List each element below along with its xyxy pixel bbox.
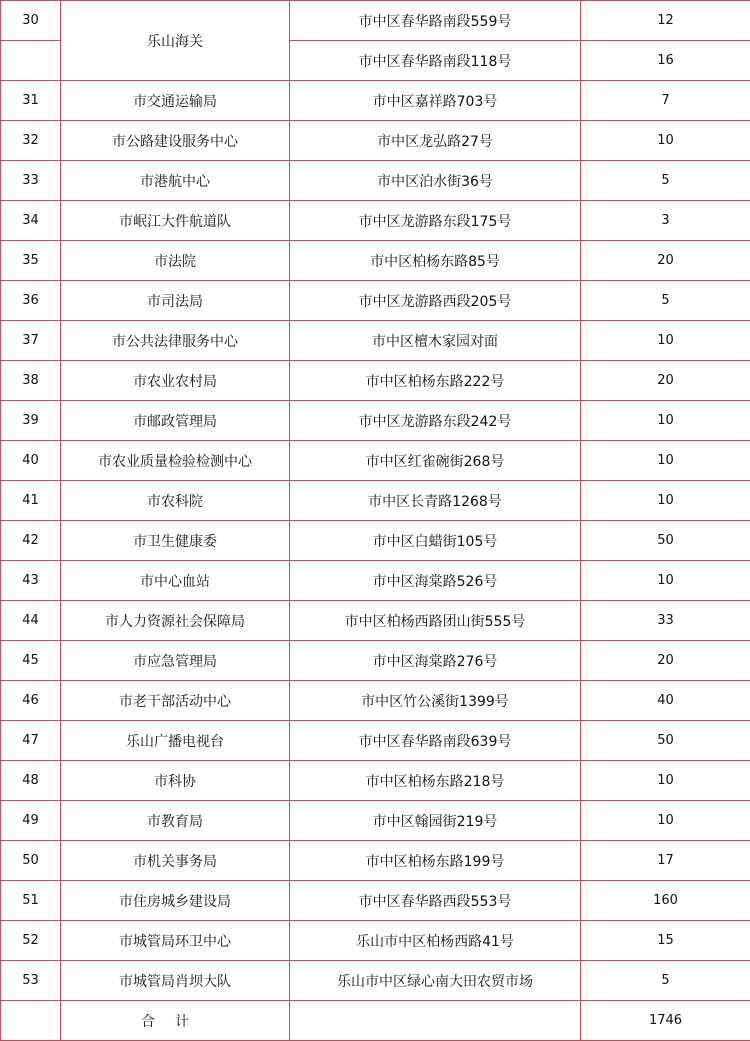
- count: 10: [581, 441, 750, 481]
- row-number: 49: [1, 801, 61, 841]
- count: 40: [581, 681, 750, 721]
- table-row: [1, 401, 750, 441]
- count: 20: [581, 241, 750, 281]
- table-row: [1, 481, 750, 521]
- table-row: [1, 601, 750, 641]
- row-number: 53: [1, 961, 61, 1001]
- table-row: [1, 241, 750, 281]
- row-number: 40: [1, 441, 61, 481]
- unit-name: 乐山海关: [61, 1, 290, 81]
- count: 5: [581, 161, 750, 201]
- table-row: [1, 921, 750, 961]
- unit-name: 市农业农村局: [61, 361, 290, 401]
- address: 市中区长青路1268号: [290, 481, 581, 521]
- table-row: [1, 561, 750, 601]
- row-number: 43: [1, 561, 61, 601]
- unit-name: 市人力资源社会保障局: [61, 601, 290, 641]
- address: 市中区翰园街219号: [290, 801, 581, 841]
- count: 5: [581, 281, 750, 321]
- address: 市中区白蜡街105号: [290, 521, 581, 561]
- table-row: [1, 881, 750, 921]
- row-number: 33: [1, 161, 61, 201]
- row-number-empty: [1, 41, 61, 81]
- unit-name: 市教育局: [61, 801, 290, 841]
- row-number: 31: [1, 81, 61, 121]
- address: 市中区龙游路东段175号: [290, 201, 581, 241]
- table-row: [1, 841, 750, 881]
- table-row: [1, 121, 750, 161]
- address: 市中区海棠路526号: [290, 561, 581, 601]
- row-number: 44: [1, 601, 61, 641]
- table-row: [1, 1, 750, 41]
- row-number: 45: [1, 641, 61, 681]
- count: 16: [581, 41, 750, 81]
- row-number: 52: [1, 921, 61, 961]
- count: 50: [581, 521, 750, 561]
- unit-name: 市城管局环卫中心: [61, 921, 290, 961]
- unit-name: 市司法局: [61, 281, 290, 321]
- unit-name: 市城管局肖坝大队: [61, 961, 290, 1001]
- address: 市中区柏杨东路222号: [290, 361, 581, 401]
- row-number: 35: [1, 241, 61, 281]
- count: 20: [581, 361, 750, 401]
- address: 市中区柏杨东路218号: [290, 761, 581, 801]
- count: 20: [581, 641, 750, 681]
- address: 市中区泊水街36号: [290, 161, 581, 201]
- table-row: [1, 801, 750, 841]
- row-number: 34: [1, 201, 61, 241]
- count: 17: [581, 841, 750, 881]
- address: 市中区柏杨东路85号: [290, 241, 581, 281]
- table-row: [1, 161, 750, 201]
- table-row: [1, 721, 750, 761]
- address: 乐山市中区柏杨西路41号: [290, 921, 581, 961]
- row-number: 51: [1, 881, 61, 921]
- row-number: 32: [1, 121, 61, 161]
- address: 市中区春华路南段559号: [290, 1, 581, 41]
- address: 市中区嘉祥路703号: [290, 81, 581, 121]
- address: 市中区春华路西段553号: [290, 881, 581, 921]
- row-number: 46: [1, 681, 61, 721]
- address: 市中区春华路南段639号: [290, 721, 581, 761]
- row-number: 36: [1, 281, 61, 321]
- unit-name: 乐山广播电视台: [61, 721, 290, 761]
- count: 10: [581, 121, 750, 161]
- unit-name: 市公共法律服务中心: [61, 321, 290, 361]
- count: 12: [581, 1, 750, 41]
- count: 10: [581, 761, 750, 801]
- address: 市中区龙游路东段242号: [290, 401, 581, 441]
- count: 33: [581, 601, 750, 641]
- count: 10: [581, 801, 750, 841]
- count: 50: [581, 721, 750, 761]
- table-row: [1, 321, 750, 361]
- row-number: 42: [1, 521, 61, 561]
- table-row: [1, 641, 750, 681]
- count: 5: [581, 961, 750, 1001]
- address: 市中区竹公溪街1399号: [290, 681, 581, 721]
- row-number: 41: [1, 481, 61, 521]
- table-row: [1, 761, 750, 801]
- count: 15: [581, 921, 750, 961]
- address: 市中区龙弘路27号: [290, 121, 581, 161]
- count: 3: [581, 201, 750, 241]
- address: 市中区海棠路276号: [290, 641, 581, 681]
- unit-name: 市卫生健康委: [61, 521, 290, 561]
- count: 10: [581, 321, 750, 361]
- unit-name: 市农业质量检验检测中心: [61, 441, 290, 481]
- table-body: [1, 1, 750, 1041]
- count: 7: [581, 81, 750, 121]
- address: 市中区柏杨西路团山街555号: [290, 601, 581, 641]
- table-row: [1, 521, 750, 561]
- total-count: 1746: [581, 1001, 750, 1041]
- total-address-empty: [290, 1001, 581, 1041]
- total-row: [1, 1001, 750, 1041]
- table-row: [1, 961, 750, 1001]
- count: 10: [581, 561, 750, 601]
- unit-name: 市法院: [61, 241, 290, 281]
- unit-name: 市老干部活动中心: [61, 681, 290, 721]
- address: 市中区龙游路西段205号: [290, 281, 581, 321]
- unit-name: 市住房城乡建设局: [61, 881, 290, 921]
- address: 市中区红雀碗街268号: [290, 441, 581, 481]
- table-row: [1, 361, 750, 401]
- total-label: 合计: [61, 1001, 290, 1041]
- table-row: [1, 281, 750, 321]
- unit-name: 市岷江大件航道队: [61, 201, 290, 241]
- unit-name: 市机关事务局: [61, 841, 290, 881]
- row-number: 30: [1, 1, 61, 41]
- unit-name: 市应急管理局: [61, 641, 290, 681]
- table-row: [1, 441, 750, 481]
- row-number: 50: [1, 841, 61, 881]
- address: 市中区檀木家园对面: [290, 321, 581, 361]
- unit-name: 市港航中心: [61, 161, 290, 201]
- row-number: 39: [1, 401, 61, 441]
- total-no-empty: [1, 1001, 61, 1041]
- table-row: [1, 681, 750, 721]
- row-number: 37: [1, 321, 61, 361]
- table-row: [1, 201, 750, 241]
- count: 160: [581, 881, 750, 921]
- table-row: [1, 81, 750, 121]
- address: 市中区柏杨东路199号: [290, 841, 581, 881]
- unit-name: 市邮政管理局: [61, 401, 290, 441]
- row-number: 38: [1, 361, 61, 401]
- unit-name: 市中心血站: [61, 561, 290, 601]
- address: 市中区春华路南段118号: [290, 41, 581, 81]
- count: 10: [581, 401, 750, 441]
- address: 乐山市中区绿心南大田农贸市场: [290, 961, 581, 1001]
- unit-name: 市农科院: [61, 481, 290, 521]
- row-number: 47: [1, 721, 61, 761]
- row-number: 48: [1, 761, 61, 801]
- count: 10: [581, 481, 750, 521]
- unit-name: 市交通运输局: [61, 81, 290, 121]
- unit-name: 市公路建设服务中心: [61, 121, 290, 161]
- unit-name: 市科协: [61, 761, 290, 801]
